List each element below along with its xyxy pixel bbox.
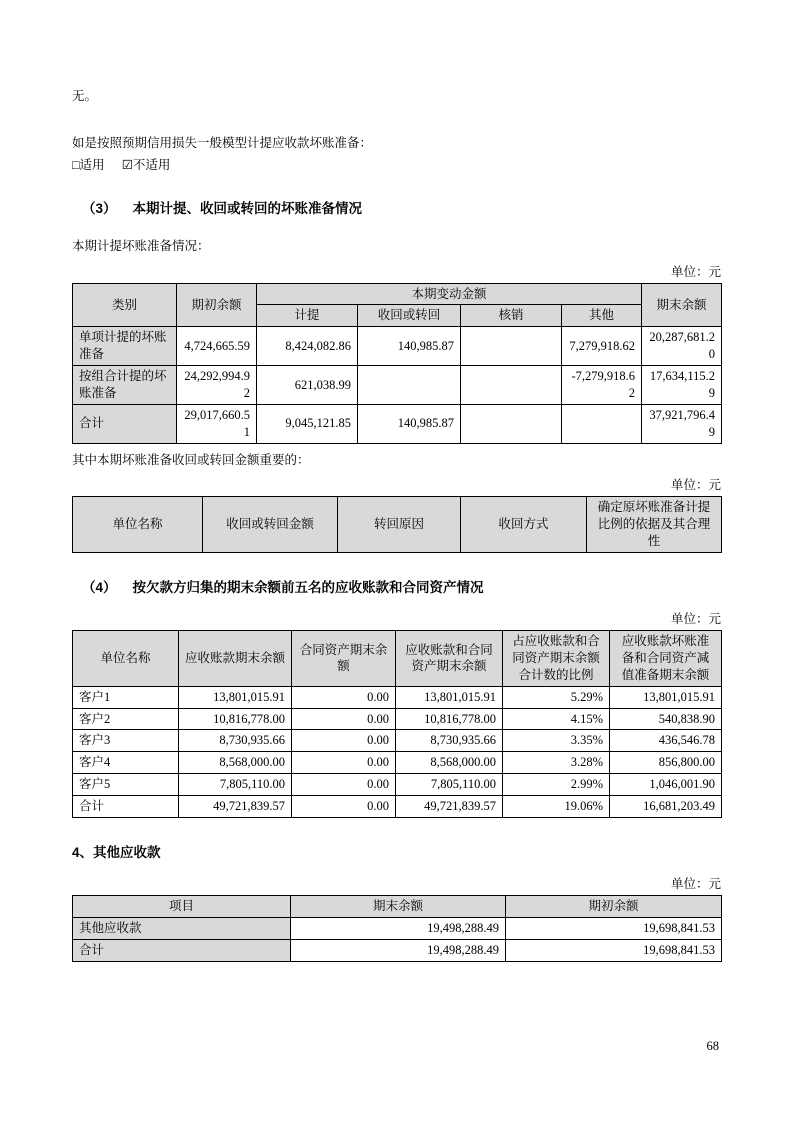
- table-row: [73, 774, 722, 796]
- table-cell: 4,724,665.59: [177, 327, 257, 366]
- table-cell: -7,279,918.62: [562, 366, 642, 405]
- section3-intro: 本期计提坏账准备情况：: [72, 238, 210, 253]
- table-row: [73, 917, 722, 939]
- table-cell: 19,698,841.53: [506, 917, 722, 939]
- table-cell: 19,698,841.53: [506, 939, 722, 961]
- unit-label-1: 单位：元: [670, 264, 721, 279]
- checkbox-not-applicable: ☑不适用: [121, 157, 171, 172]
- top-five-table-header: [73, 631, 722, 687]
- column-header-ratio: 占应收账款和合同资产期末余额合计数的比例: [503, 631, 610, 687]
- table-cell: 5.29%: [503, 686, 610, 708]
- table-cell: 8,730,935.66: [396, 730, 503, 752]
- column-header-contract-asset: 合同资产期末余额: [292, 631, 396, 687]
- table-header-row: [73, 631, 722, 687]
- table-cell: 19,498,288.49: [291, 917, 506, 939]
- row-label: 客户3: [73, 730, 179, 752]
- section4-heading: [82, 579, 721, 597]
- checkbox-applicable: □适用: [72, 157, 105, 172]
- column-header-recover: 收回或转回: [358, 305, 461, 327]
- column-header-item: 项目: [73, 896, 291, 918]
- table-cell: 7,279,918.62: [562, 327, 642, 366]
- row-label: 合计: [73, 939, 291, 961]
- table-cell: 10,816,778.00: [396, 708, 503, 730]
- table-cell: [562, 404, 642, 443]
- table-cell: 19.06%: [503, 796, 610, 818]
- provision-change-table: [72, 283, 722, 444]
- important-recovery-text: 其中本期坏账准备收回或转回金额重要的：: [72, 452, 310, 467]
- column-header-ar-and-ca: 应收账款和合同资产期末余额: [396, 631, 503, 687]
- table-row: [73, 366, 722, 405]
- other-receivables-table: [72, 895, 722, 962]
- recovery-detail-table-header: [73, 497, 722, 553]
- unit-label-2: 单位：元: [670, 478, 721, 493]
- table-cell: 856,800.00: [610, 752, 722, 774]
- table-cell: [461, 404, 562, 443]
- table-cell: 140,985.87: [358, 327, 461, 366]
- row-label: 单项计提的坏账准备: [73, 327, 177, 366]
- section3-heading: [82, 200, 721, 218]
- table-row: [73, 752, 722, 774]
- row-label: 其他应收款: [73, 917, 291, 939]
- table-header-row: [73, 283, 722, 305]
- table-row: [73, 708, 722, 730]
- other-receivables-heading: 4、其他应收款: [72, 844, 161, 860]
- column-header-customer: 单位名称: [73, 631, 179, 687]
- applicability-line: [72, 157, 721, 174]
- row-label: 客户4: [73, 752, 179, 774]
- column-header-provision: 应收账款坏账准备和合同资产减值准备期末余额: [610, 631, 722, 687]
- table-cell: 2.99%: [503, 774, 610, 796]
- column-header-entity: 单位名称: [73, 497, 203, 553]
- section4-heading-text: 按欠款方归集的期末余额前五名的应收账款和合同资产情况: [132, 579, 484, 595]
- table-cell: 540,838.90: [610, 708, 722, 730]
- table-cell: 3.28%: [503, 752, 610, 774]
- unit-label-4: 单位：元: [670, 877, 721, 892]
- table-header-row: [73, 896, 722, 918]
- column-header-reason: 转回原因: [338, 497, 461, 553]
- table-row: [73, 730, 722, 752]
- table-cell: 7,805,110.00: [179, 774, 292, 796]
- table-cell: 436,546.78: [610, 730, 722, 752]
- table-cell: 37,921,796.49: [642, 404, 722, 443]
- column-header-method: 收回方式: [461, 497, 587, 553]
- table-cell: [461, 327, 562, 366]
- table-cell: 19,498,288.49: [291, 939, 506, 961]
- column-header-ar-closing: 应收账款期末余额: [179, 631, 292, 687]
- row-label: 客户2: [73, 708, 179, 730]
- table-cell: 13,801,015.91: [396, 686, 503, 708]
- table-cell: 8,568,000.00: [179, 752, 292, 774]
- table-cell: 49,721,839.57: [396, 796, 503, 818]
- table-cell: 13,801,015.91: [179, 686, 292, 708]
- table-cell: 29,017,660.51: [177, 404, 257, 443]
- table-cell: 0.00: [292, 774, 396, 796]
- table-cell: 3.35%: [503, 730, 610, 752]
- table-cell: [461, 366, 562, 405]
- section4-heading-number: （4）: [82, 579, 117, 595]
- table-row: [73, 327, 722, 366]
- table-row: [73, 404, 722, 443]
- table-cell: 20,287,681.20: [642, 327, 722, 366]
- page-number: 68: [706, 1039, 719, 1053]
- row-label: 按组合计提的坏账准备: [73, 366, 177, 405]
- none-text: 无。: [72, 89, 98, 103]
- column-header-change-group: 本期变动金额: [257, 283, 642, 305]
- table-cell: 0.00: [292, 686, 396, 708]
- table-header-row: [73, 497, 722, 553]
- row-label: 客户5: [73, 774, 179, 796]
- table-cell: 4.15%: [503, 708, 610, 730]
- column-header-opening-balance: 期初余额: [506, 896, 722, 918]
- table-cell: 621,038.99: [257, 366, 358, 405]
- table-cell: 140,985.87: [358, 404, 461, 443]
- column-header-other: 其他: [562, 305, 642, 327]
- column-header-category: 类别: [73, 283, 177, 327]
- column-header-closing: 期末余额: [642, 283, 722, 327]
- section3-heading-number: （3）: [82, 200, 117, 216]
- table-row: [73, 796, 722, 818]
- column-header-accrual: 计提: [257, 305, 358, 327]
- table-cell: 49,721,839.57: [179, 796, 292, 818]
- top-five-receivables-table: [72, 630, 722, 818]
- table-cell: 1,046,001.90: [610, 774, 722, 796]
- table-cell: 17,634,115.29: [642, 366, 722, 405]
- table-cell: 16,681,203.49: [610, 796, 722, 818]
- table-cell: 8,424,082.86: [257, 327, 358, 366]
- table-cell: 0.00: [292, 708, 396, 730]
- unit-label-3: 单位：元: [670, 612, 721, 627]
- table-cell: 0.00: [292, 730, 396, 752]
- row-label: 客户1: [73, 686, 179, 708]
- column-header-basis: 确定原坏账准备计提比例的依据及其合理性: [587, 497, 722, 553]
- column-header-opening: 期初余额: [177, 283, 257, 327]
- table-cell: 10,816,778.00: [179, 708, 292, 730]
- section3-heading-text: 本期计提、收回或转回的坏账准备情况: [132, 200, 363, 216]
- table-cell: 8,730,935.66: [179, 730, 292, 752]
- table-cell: 13,801,015.91: [610, 686, 722, 708]
- ecl-model-text: 如是按照预期信用损失一般模型计提应收款坏账准备：: [72, 135, 373, 150]
- table-cell: 24,292,994.92: [177, 366, 257, 405]
- row-label: 合计: [73, 404, 177, 443]
- table-cell: 0.00: [292, 796, 396, 818]
- row-label: 合计: [73, 796, 179, 818]
- other-receivables-table-header: [73, 896, 722, 918]
- table-row: [73, 686, 722, 708]
- table-row: [73, 939, 722, 961]
- column-header-closing-balance: 期末余额: [291, 896, 506, 918]
- column-header-amount: 收回或转回金额: [203, 497, 338, 553]
- table-cell: 8,568,000.00: [396, 752, 503, 774]
- table-cell: 7,805,110.00: [396, 774, 503, 796]
- provision-change-table-header: [73, 283, 722, 327]
- table-cell: 9,045,121.85: [257, 404, 358, 443]
- recovery-detail-table: [72, 496, 722, 553]
- column-header-writeoff: 核销: [461, 305, 562, 327]
- table-cell: [358, 366, 461, 405]
- table-cell: 0.00: [292, 752, 396, 774]
